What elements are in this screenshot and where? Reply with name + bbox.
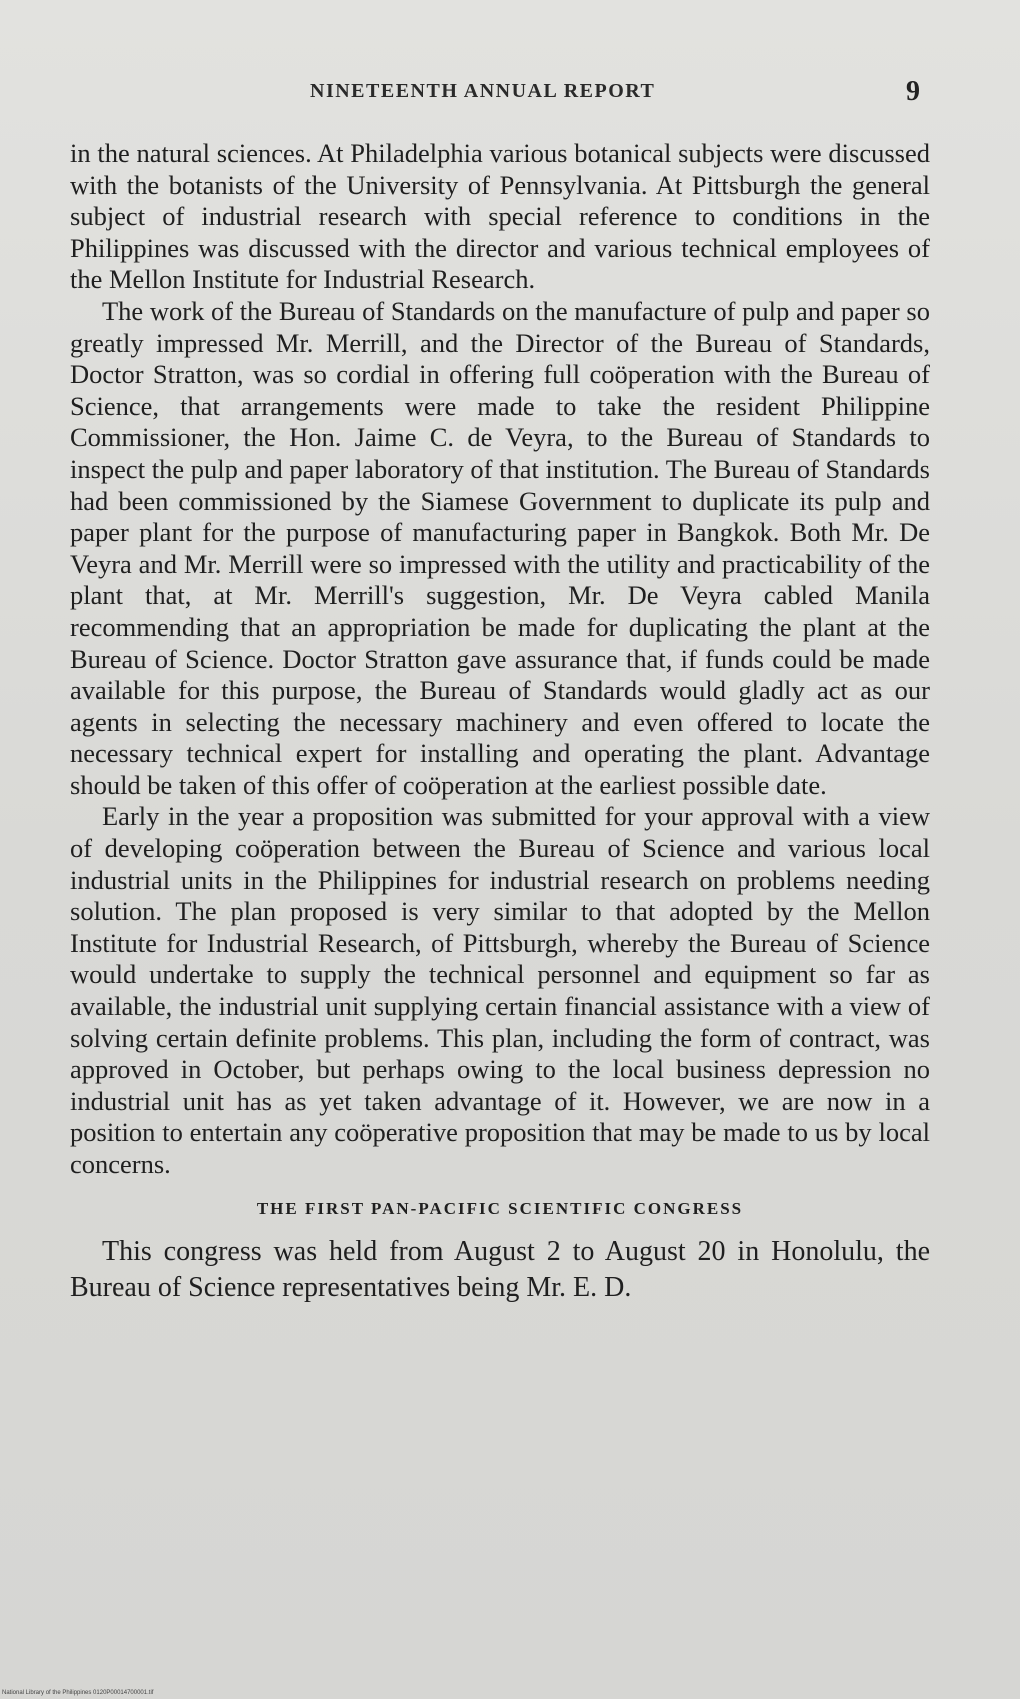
running-header: [0, 76, 1020, 110]
page-number: 9: [906, 76, 920, 107]
running-title: NINETEENTH ANNUAL REPORT: [310, 80, 656, 102]
body-text: [70, 138, 930, 1306]
paragraph-1: in the natural sciences. At Philadelphia various botanical subjects were discussed with the botanists of the University of Pennsylvania. At Pittsburgh the general subject of industrial research with special reference to conditions in the Philippines was discussed with the director and various technical employees of the Mellon Institute for Industrial Research.: [70, 138, 930, 295]
paragraph-3: Early in the year a proposition was submitted for your approval with a view of developing coöperation between the Bureau of Science and various local industrial units in the Philippines for industrial research on problems needing solution. The plan proposed is very similar to that adopted by the Mellon Institute for Industrial Research, of Pittsburgh, whereby the Bureau of Science would undertake to supply the technical personnel and equipment so far as available, the industrial unit supplying certain financial assistance with a view of solving certain definite problems. This plan, including the form of contract, was approved in October, but perhaps owing to the local business depression no industrial unit has as yet taken advantage of it. However, we are now in a position to entertain any coöperative proposition that may be made to us by local concerns.: [70, 801, 930, 1179]
section-heading: THE FIRST PAN-PACIFIC SCIENTIFIC CONGRESS: [256, 1198, 744, 1218]
section-paragraph: This congress was held from August 2 to August 20 in Honolulu, the Bureau of Science representatives being Mr. E. D.: [70, 1236, 930, 1304]
scan-footer-note: National Library of the Philippines 0120P00014700001.tif: [2, 1690, 154, 1696]
paragraph-2: The work of the Bureau of Standards on the manufacture of pulp and paper so greatly impressed Mr. Merrill, and the Director of the Bureau of Standards, Doctor Stratton, was so cordial in offering full coöperation with the Bureau of Science, that arrangements were made to take the resident Philippine Commissioner, the Hon. Jaime C. de Veyra, to the Bureau of Standards to inspect the pulp and paper laboratory of that institution. The Bureau of Standards had been commissioned by the Siamese Government to duplicate its pulp and paper plant for the purpose of manufacturing paper in Bangkok. Both Mr. De Veyra and Mr. Merrill were so impressed with the utility and practicability of the plant that, at Mr. Merrill's suggestion, Mr. De Veyra cabled Manila recommending that an appropriation be made for duplicating the plant at the Bureau of Science. Doctor Stratton gave assurance that, if funds could be made available for this purpose, the Bureau of Standards would gladly act as our agents in selecting the necessary machinery and even offered to locate the necessary technical expert for installing and operating the plant. Advantage should be taken of this offer of coöperation at the earliest possible date.: [70, 295, 930, 800]
